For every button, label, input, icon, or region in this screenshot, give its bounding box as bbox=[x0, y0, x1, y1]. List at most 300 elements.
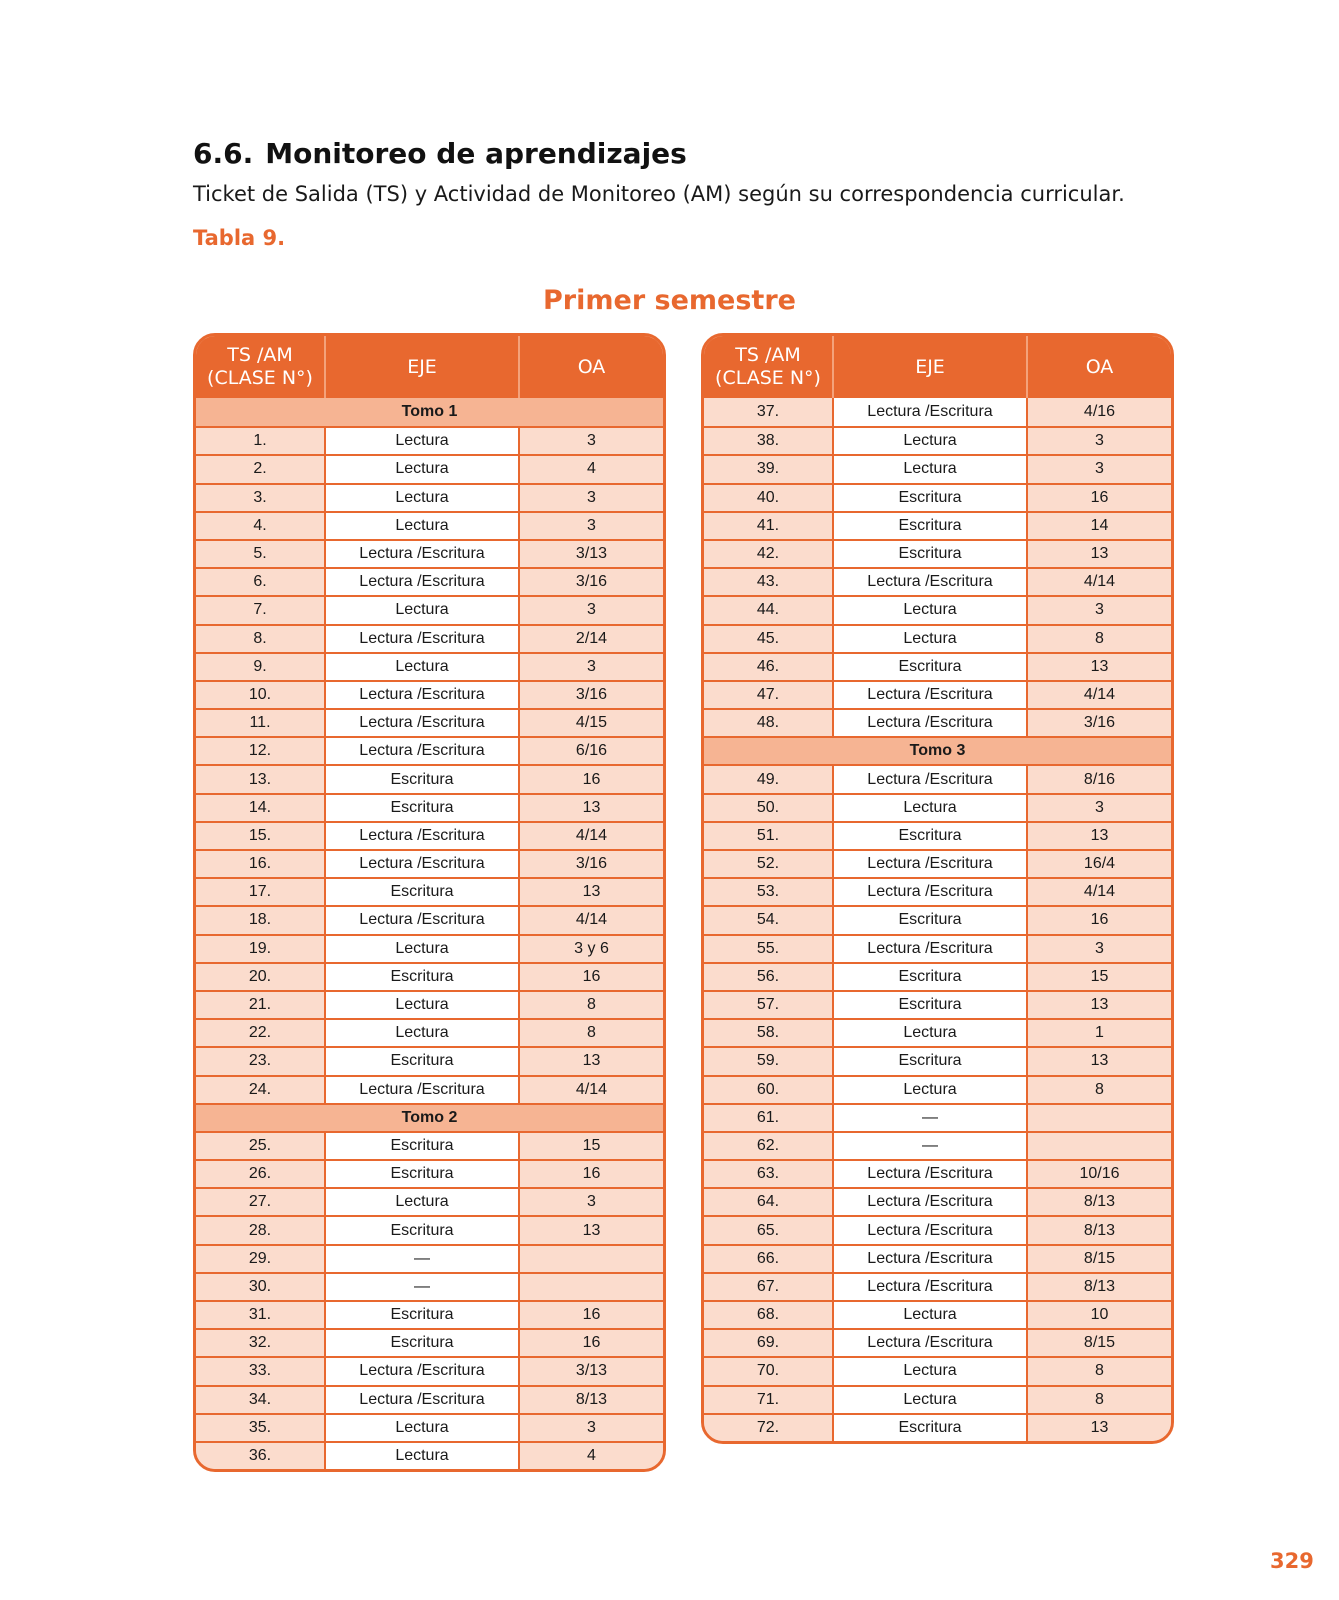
cell-eje: Lectura /Escritura bbox=[832, 1330, 1026, 1356]
cell-clase: 58. bbox=[704, 1020, 832, 1046]
cell-clase: 62. bbox=[704, 1133, 832, 1159]
table-row bbox=[196, 567, 663, 595]
cell-clase: 27. bbox=[196, 1189, 324, 1215]
cell-clase: 61. bbox=[704, 1105, 832, 1131]
cell-clase: 70. bbox=[704, 1358, 832, 1384]
cell-oa: 8/13 bbox=[518, 1387, 663, 1413]
cell-eje: Escritura bbox=[324, 1133, 518, 1159]
cell-clase: 37. bbox=[704, 398, 832, 426]
cell-clase: 36. bbox=[196, 1443, 324, 1469]
table-row bbox=[704, 821, 1171, 849]
cell-clase: 65. bbox=[704, 1217, 832, 1243]
header-eje: EJE bbox=[832, 336, 1026, 398]
table-row bbox=[704, 934, 1171, 962]
table-row bbox=[704, 483, 1171, 511]
cell-eje: Lectura /Escritura bbox=[832, 879, 1026, 905]
cell-eje: Escritura bbox=[324, 766, 518, 792]
cell-eje: Lectura /Escritura bbox=[324, 541, 518, 567]
table-row bbox=[704, 990, 1171, 1018]
cell-clase: 19. bbox=[196, 936, 324, 962]
cell-clase: 48. bbox=[704, 710, 832, 736]
table-row bbox=[196, 1075, 663, 1103]
cell-oa: 3 bbox=[1026, 936, 1171, 962]
cell-oa: 3 bbox=[1026, 456, 1171, 482]
cell-clase: 59. bbox=[704, 1048, 832, 1074]
section-subtitle: Ticket de Salida (TS) y Actividad de Monitoreo (AM) según su correspondencia curricular. bbox=[193, 182, 1125, 206]
cell-clase: 1. bbox=[196, 428, 324, 454]
header-eje: EJE bbox=[324, 336, 518, 398]
cell-oa: 4/14 bbox=[1026, 879, 1171, 905]
cell-clase: 38. bbox=[704, 428, 832, 454]
cell-oa bbox=[518, 1274, 663, 1300]
cell-clase: 57. bbox=[704, 992, 832, 1018]
cell-eje: Lectura bbox=[832, 1020, 1026, 1046]
cell-eje: Lectura bbox=[324, 1415, 518, 1441]
cell-oa bbox=[518, 1246, 663, 1272]
cell-eje: Escritura bbox=[832, 541, 1026, 567]
cell-oa: 8/13 bbox=[1026, 1189, 1171, 1215]
cell-clase: 64. bbox=[704, 1189, 832, 1215]
table-left bbox=[193, 333, 666, 1472]
cell-clase: 68. bbox=[704, 1302, 832, 1328]
cell-clase: 30. bbox=[196, 1274, 324, 1300]
cell-clase: 7. bbox=[196, 597, 324, 623]
cell-eje: Lectura bbox=[324, 1020, 518, 1046]
table-row bbox=[196, 1187, 663, 1215]
cell-clase: 56. bbox=[704, 964, 832, 990]
cell-eje: Escritura bbox=[832, 964, 1026, 990]
cell-eje: Lectura bbox=[324, 597, 518, 623]
table-row bbox=[704, 1018, 1171, 1046]
cell-oa: 13 bbox=[518, 1048, 663, 1074]
cell-oa: 16 bbox=[1026, 907, 1171, 933]
table-row bbox=[704, 849, 1171, 877]
table-row bbox=[704, 680, 1171, 708]
cell-oa: 8 bbox=[1026, 1358, 1171, 1384]
cell-clase: 51. bbox=[704, 823, 832, 849]
cell-eje: Lectura /Escritura bbox=[324, 907, 518, 933]
table-row bbox=[196, 793, 663, 821]
cell-clase: 23. bbox=[196, 1048, 324, 1074]
cell-eje: Lectura bbox=[324, 456, 518, 482]
cell-eje: Escritura bbox=[832, 513, 1026, 539]
cell-eje: Lectura bbox=[832, 428, 1026, 454]
table-row bbox=[196, 1413, 663, 1441]
cell-eje: Escritura bbox=[324, 1161, 518, 1187]
cell-eje: — bbox=[324, 1274, 518, 1300]
cell-clase: 66. bbox=[704, 1246, 832, 1272]
cell-oa: 4/16 bbox=[1026, 398, 1171, 426]
cell-eje: Escritura bbox=[324, 1217, 518, 1243]
table-row bbox=[196, 680, 663, 708]
table-row bbox=[196, 454, 663, 482]
table-row bbox=[196, 539, 663, 567]
cell-oa: 8 bbox=[518, 1020, 663, 1046]
table-row bbox=[704, 624, 1171, 652]
cell-oa: 16 bbox=[1026, 485, 1171, 511]
cell-oa: 8/15 bbox=[1026, 1330, 1171, 1356]
cell-eje: Lectura bbox=[324, 1443, 518, 1469]
cell-clase: 52. bbox=[704, 851, 832, 877]
table-row bbox=[704, 426, 1171, 454]
cell-oa: 8 bbox=[1026, 1077, 1171, 1103]
table-row bbox=[196, 1159, 663, 1187]
cell-oa: 8 bbox=[518, 992, 663, 1018]
page-number: 329 bbox=[1270, 1549, 1314, 1573]
cell-oa: 16/4 bbox=[1026, 851, 1171, 877]
cell-oa: 16 bbox=[518, 964, 663, 990]
cell-eje: Lectura bbox=[832, 456, 1026, 482]
cell-oa bbox=[1026, 1133, 1171, 1159]
cell-eje: Lectura /Escritura bbox=[324, 710, 518, 736]
cell-oa bbox=[1026, 1105, 1171, 1131]
cell-oa: 6/16 bbox=[518, 738, 663, 764]
cell-oa: 3/16 bbox=[1026, 710, 1171, 736]
cell-eje: Lectura bbox=[324, 513, 518, 539]
cell-eje: Lectura /Escritura bbox=[832, 1246, 1026, 1272]
cell-eje: Lectura bbox=[832, 1077, 1026, 1103]
cell-oa: 13 bbox=[518, 1217, 663, 1243]
cell-clase: 34. bbox=[196, 1387, 324, 1413]
table-row bbox=[196, 595, 663, 623]
table-row bbox=[196, 652, 663, 680]
cell-eje: Escritura bbox=[324, 1048, 518, 1074]
cell-oa: 1 bbox=[1026, 1020, 1171, 1046]
table-row bbox=[196, 1131, 663, 1159]
header-oa: OA bbox=[518, 336, 663, 398]
cell-clase: 40. bbox=[704, 485, 832, 511]
cell-oa: 13 bbox=[1026, 1415, 1171, 1441]
cell-oa: 14 bbox=[1026, 513, 1171, 539]
cell-oa: 15 bbox=[518, 1133, 663, 1159]
table-row bbox=[704, 905, 1171, 933]
cell-clase: 9. bbox=[196, 654, 324, 680]
table-row bbox=[196, 624, 663, 652]
cell-oa: 2/14 bbox=[518, 626, 663, 652]
cell-clase: 8. bbox=[196, 626, 324, 652]
table-row bbox=[196, 1244, 663, 1272]
cell-eje: Lectura /Escritura bbox=[324, 1387, 518, 1413]
cell-clase: 63. bbox=[704, 1161, 832, 1187]
cell-eje: Lectura /Escritura bbox=[324, 1358, 518, 1384]
cell-oa: 3/16 bbox=[518, 569, 663, 595]
cell-oa: 3 bbox=[518, 513, 663, 539]
table-row bbox=[704, 1075, 1171, 1103]
cell-oa: 16 bbox=[518, 1161, 663, 1187]
table-row bbox=[704, 454, 1171, 482]
cell-eje: Escritura bbox=[832, 654, 1026, 680]
cell-eje: — bbox=[832, 1105, 1026, 1131]
cell-clase: 4. bbox=[196, 513, 324, 539]
cell-eje: Lectura bbox=[832, 795, 1026, 821]
cell-oa: 8/13 bbox=[1026, 1274, 1171, 1300]
cell-clase: 5. bbox=[196, 541, 324, 567]
cell-clase: 41. bbox=[704, 513, 832, 539]
cell-oa: 3 bbox=[518, 1415, 663, 1441]
table-row bbox=[704, 595, 1171, 623]
table-row bbox=[704, 708, 1171, 736]
cell-clase: 71. bbox=[704, 1387, 832, 1413]
cell-oa: 13 bbox=[1026, 992, 1171, 1018]
cell-clase: 6. bbox=[196, 569, 324, 595]
table-row bbox=[704, 1131, 1171, 1159]
table-row bbox=[704, 1103, 1171, 1131]
cell-oa: 3 bbox=[518, 1189, 663, 1215]
cell-eje: Lectura /Escritura bbox=[832, 1274, 1026, 1300]
cell-clase: 17. bbox=[196, 879, 324, 905]
table-row bbox=[196, 1356, 663, 1384]
tomo-row bbox=[704, 736, 1171, 764]
cell-oa: 13 bbox=[518, 795, 663, 821]
cell-eje: Lectura /Escritura bbox=[324, 682, 518, 708]
table-row bbox=[704, 1215, 1171, 1243]
cell-clase: 12. bbox=[196, 738, 324, 764]
cell-oa: 3/16 bbox=[518, 851, 663, 877]
cell-clase: 45. bbox=[704, 626, 832, 652]
table-row bbox=[704, 398, 1171, 426]
tomo-row bbox=[196, 398, 663, 426]
cell-clase: 20. bbox=[196, 964, 324, 990]
cell-oa: 3 bbox=[1026, 597, 1171, 623]
table-row bbox=[704, 1413, 1171, 1441]
table-row bbox=[196, 426, 663, 454]
cell-eje: Lectura /Escritura bbox=[832, 851, 1026, 877]
cell-eje: Lectura bbox=[324, 992, 518, 1018]
cell-clase: 24. bbox=[196, 1077, 324, 1103]
cell-clase: 29. bbox=[196, 1246, 324, 1272]
table-row bbox=[196, 1215, 663, 1243]
header-oa: OA bbox=[1026, 336, 1171, 398]
cell-eje: Lectura bbox=[832, 626, 1026, 652]
cell-eje: Lectura bbox=[324, 936, 518, 962]
cell-eje: Lectura /Escritura bbox=[832, 569, 1026, 595]
table-row bbox=[704, 764, 1171, 792]
cell-clase: 44. bbox=[704, 597, 832, 623]
cell-oa: 15 bbox=[1026, 964, 1171, 990]
cell-oa: 3 bbox=[1026, 428, 1171, 454]
table-row bbox=[704, 1356, 1171, 1384]
cell-eje: — bbox=[832, 1133, 1026, 1159]
table-row bbox=[704, 962, 1171, 990]
cell-eje: Escritura bbox=[832, 907, 1026, 933]
cell-eje: Lectura bbox=[324, 485, 518, 511]
cell-oa: 3 bbox=[1026, 795, 1171, 821]
cell-oa: 8/13 bbox=[1026, 1217, 1171, 1243]
cell-eje: Lectura /Escritura bbox=[832, 1189, 1026, 1215]
table-row bbox=[704, 793, 1171, 821]
cell-eje: Lectura /Escritura bbox=[324, 1077, 518, 1103]
table-row bbox=[704, 539, 1171, 567]
table-row bbox=[704, 652, 1171, 680]
cell-oa: 3/13 bbox=[518, 1358, 663, 1384]
table-row bbox=[704, 1244, 1171, 1272]
cell-eje: Lectura /Escritura bbox=[832, 1161, 1026, 1187]
table-row bbox=[704, 1272, 1171, 1300]
table-row bbox=[704, 1159, 1171, 1187]
cell-oa: 13 bbox=[1026, 823, 1171, 849]
cell-oa: 8 bbox=[1026, 626, 1171, 652]
cell-clase: 47. bbox=[704, 682, 832, 708]
cell-clase: 2. bbox=[196, 456, 324, 482]
cell-eje: Escritura bbox=[324, 879, 518, 905]
cell-clase: 33. bbox=[196, 1358, 324, 1384]
cell-oa: 13 bbox=[1026, 541, 1171, 567]
table-row bbox=[196, 849, 663, 877]
cell-eje: Lectura bbox=[324, 654, 518, 680]
cell-oa: 4/14 bbox=[518, 1077, 663, 1103]
cell-eje: Lectura /Escritura bbox=[832, 936, 1026, 962]
cell-oa: 3 bbox=[518, 428, 663, 454]
cell-clase: 67. bbox=[704, 1274, 832, 1300]
cell-clase: 3. bbox=[196, 485, 324, 511]
cell-clase: 16. bbox=[196, 851, 324, 877]
cell-eje: Lectura /Escritura bbox=[832, 682, 1026, 708]
section-number: 6.6. bbox=[193, 137, 254, 170]
table-row bbox=[196, 962, 663, 990]
cell-eje: Escritura bbox=[324, 1302, 518, 1328]
cell-clase: 35. bbox=[196, 1415, 324, 1441]
table-body bbox=[704, 398, 1171, 1441]
cell-oa: 4/14 bbox=[1026, 569, 1171, 595]
table-header bbox=[196, 336, 663, 398]
cell-eje: Escritura bbox=[324, 1330, 518, 1356]
cell-oa: 4/14 bbox=[518, 823, 663, 849]
cell-clase: 28. bbox=[196, 1217, 324, 1243]
cell-clase: 25. bbox=[196, 1133, 324, 1159]
table-row bbox=[196, 511, 663, 539]
table-row bbox=[196, 821, 663, 849]
cell-oa: 4 bbox=[518, 1443, 663, 1469]
cell-clase: 49. bbox=[704, 766, 832, 792]
table-row bbox=[704, 1187, 1171, 1215]
cell-eje: Escritura bbox=[832, 1048, 1026, 1074]
cell-oa: 13 bbox=[1026, 1048, 1171, 1074]
table-row bbox=[196, 1300, 663, 1328]
cell-oa: 13 bbox=[518, 879, 663, 905]
cell-eje: Lectura /Escritura bbox=[324, 851, 518, 877]
cell-oa: 4/15 bbox=[518, 710, 663, 736]
cell-clase: 60. bbox=[704, 1077, 832, 1103]
cell-eje: Lectura bbox=[324, 1189, 518, 1215]
cell-eje: Lectura /Escritura bbox=[832, 710, 1026, 736]
cell-oa: 3 bbox=[518, 597, 663, 623]
cell-eje: Lectura /Escritura bbox=[832, 1217, 1026, 1243]
cell-eje: — bbox=[324, 1246, 518, 1272]
cell-clase: 31. bbox=[196, 1302, 324, 1328]
table-row bbox=[704, 1046, 1171, 1074]
cell-eje: Escritura bbox=[832, 1415, 1026, 1441]
table-header bbox=[704, 336, 1171, 398]
cell-oa: 16 bbox=[518, 1302, 663, 1328]
cell-clase: 11. bbox=[196, 710, 324, 736]
header-clase-line2: (CLASE N°) bbox=[207, 367, 313, 389]
cell-eje: Lectura /Escritura bbox=[832, 766, 1026, 792]
cell-eje: Lectura /Escritura bbox=[324, 626, 518, 652]
table-label: Tabla 9. bbox=[193, 226, 286, 250]
section-title-text: Monitoreo de aprendizajes bbox=[265, 137, 687, 170]
cell-clase: 53. bbox=[704, 879, 832, 905]
cell-oa: 8/16 bbox=[1026, 766, 1171, 792]
table-row bbox=[704, 877, 1171, 905]
section-title bbox=[193, 137, 687, 170]
tomo-label: Tomo 1 bbox=[401, 403, 458, 421]
cell-eje: Lectura bbox=[832, 597, 1026, 623]
semester-title: Primer semestre bbox=[543, 285, 796, 316]
cell-eje: Lectura bbox=[832, 1302, 1026, 1328]
cell-eje: Lectura bbox=[832, 1358, 1026, 1384]
cell-eje: Escritura bbox=[832, 823, 1026, 849]
cell-oa: 16 bbox=[518, 1330, 663, 1356]
cell-clase: 13. bbox=[196, 766, 324, 792]
cell-eje: Lectura /Escritura bbox=[324, 738, 518, 764]
cell-clase: 39. bbox=[704, 456, 832, 482]
table-row bbox=[196, 1272, 663, 1300]
cell-clase: 54. bbox=[704, 907, 832, 933]
header-clase-line1: TS /AM bbox=[227, 344, 293, 366]
cell-clase: 21. bbox=[196, 992, 324, 1018]
cell-oa: 16 bbox=[518, 766, 663, 792]
cell-oa: 4/14 bbox=[1026, 682, 1171, 708]
table-row bbox=[704, 1385, 1171, 1413]
cell-eje: Lectura /Escritura bbox=[832, 398, 1026, 426]
cell-clase: 32. bbox=[196, 1330, 324, 1356]
cell-clase: 26. bbox=[196, 1161, 324, 1187]
cell-oa: 4/14 bbox=[518, 907, 663, 933]
table-row bbox=[704, 1328, 1171, 1356]
header-clase bbox=[704, 336, 832, 398]
cell-clase: 15. bbox=[196, 823, 324, 849]
table-right bbox=[701, 333, 1174, 1444]
table-row bbox=[196, 708, 663, 736]
cell-clase: 72. bbox=[704, 1415, 832, 1441]
table-row bbox=[196, 764, 663, 792]
header-clase-line2: (CLASE N°) bbox=[715, 367, 821, 389]
cell-oa: 8/15 bbox=[1026, 1246, 1171, 1272]
cell-eje: Escritura bbox=[324, 964, 518, 990]
table-body bbox=[196, 398, 663, 1469]
cell-eje: Lectura /Escritura bbox=[324, 823, 518, 849]
cell-eje: Lectura /Escritura bbox=[324, 569, 518, 595]
cell-clase: 42. bbox=[704, 541, 832, 567]
table-row bbox=[196, 990, 663, 1018]
table-row bbox=[196, 1385, 663, 1413]
table-row bbox=[704, 1300, 1171, 1328]
cell-eje: Escritura bbox=[832, 485, 1026, 511]
cell-eje: Lectura bbox=[324, 428, 518, 454]
table-row bbox=[704, 567, 1171, 595]
header-clase-line1: TS /AM bbox=[735, 344, 801, 366]
cell-oa: 4 bbox=[518, 456, 663, 482]
cell-eje: Lectura bbox=[832, 1387, 1026, 1413]
cell-eje: Escritura bbox=[324, 795, 518, 821]
cell-oa: 3/13 bbox=[518, 541, 663, 567]
tomo-label: Tomo 3 bbox=[909, 742, 966, 760]
cell-oa: 3/16 bbox=[518, 682, 663, 708]
table-row bbox=[196, 1441, 663, 1469]
cell-clase: 55. bbox=[704, 936, 832, 962]
cell-clase: 10. bbox=[196, 682, 324, 708]
tomo-row bbox=[196, 1103, 663, 1131]
cell-clase: 14. bbox=[196, 795, 324, 821]
table-row bbox=[196, 877, 663, 905]
table-row bbox=[196, 736, 663, 764]
cell-oa: 13 bbox=[1026, 654, 1171, 680]
cell-oa: 3 bbox=[518, 485, 663, 511]
cell-clase: 22. bbox=[196, 1020, 324, 1046]
cell-clase: 18. bbox=[196, 907, 324, 933]
header-clase bbox=[196, 336, 324, 398]
table-row bbox=[196, 1046, 663, 1074]
